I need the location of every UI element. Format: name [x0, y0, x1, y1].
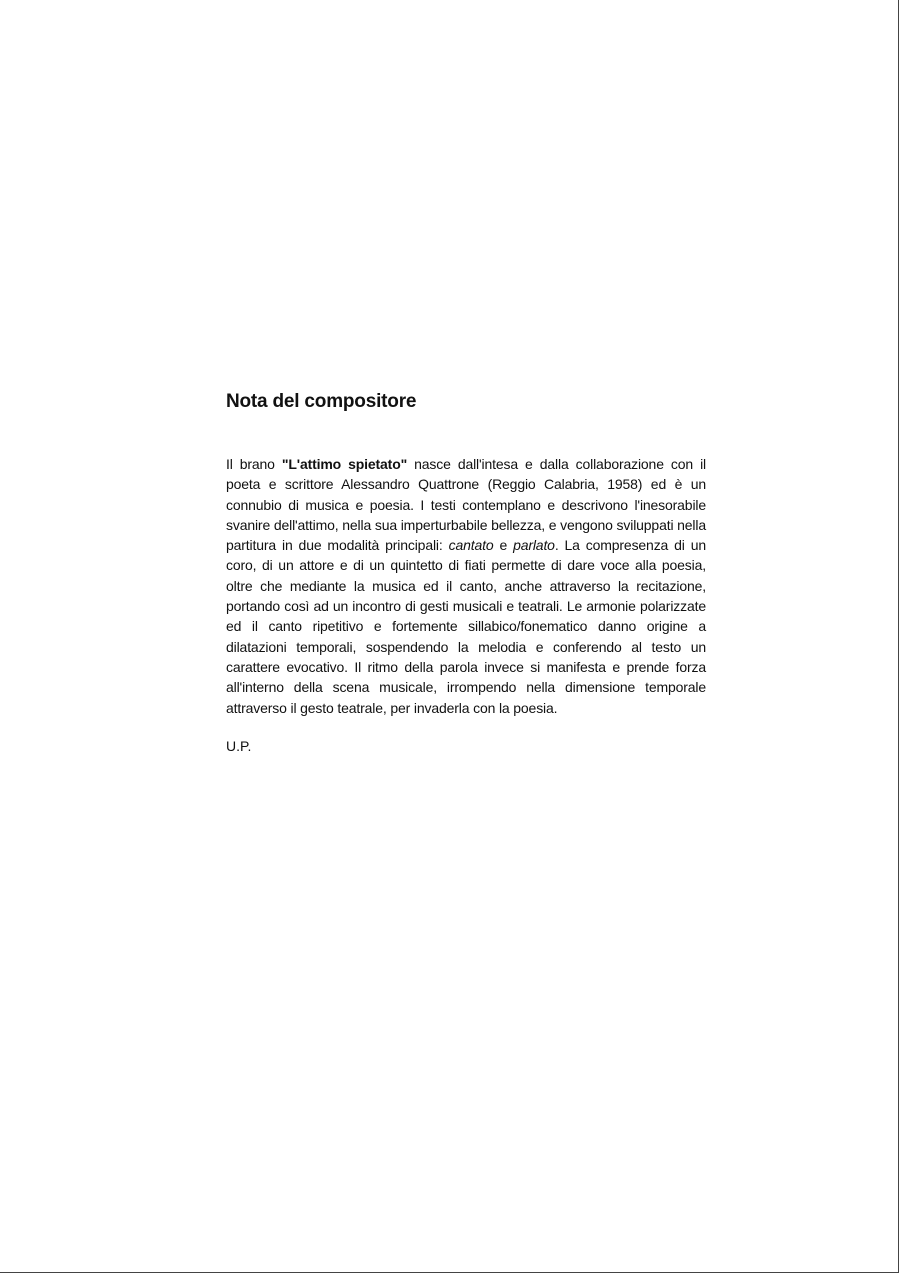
paragraph-part-2: . La compresenza di un coro, di un attore e di un quintetto di fiati permette di dare voce alla poesia, oltre che mediante la musica ed il canto, anche attraverso la recitazione, portando così ad un incontro di gesti musicali e teatrali. Le armonie polarizzate ed il canto ripetitivo e fortemente sillabico/fonematico danno origine a dilatazioni temporali, sospendendo la melodia e conferendo al testo un carattere evocativo. Il ritmo della parola invece si manifesta e prende forza all'interno della scena musicale, irrompendo nella dimensione temporale attraverso il gesto teatrale, per invaderla con la poesia.	[226, 537, 706, 716]
work-title: "L'attimo spietato"	[281, 456, 408, 472]
note-paragraph	[226, 454, 706, 718]
page-title: Nota del compositore	[226, 391, 417, 412]
paragraph-part-1: nasce dall'intesa e dalla collaborazione con il poeta e scrittore Alessandro Quattrone (Reggio Calabria, 1958) ed è un connubio di musica e poesia. I testi contemplano e descrivono l'inesorabile svanire dell'attimo, nella sua imperturbabile bellezza, e vengono sviluppati nella partitura in due modalità principali:	[226, 456, 706, 554]
author-signature: U.P.	[226, 737, 252, 754]
conjunction: e	[493, 537, 514, 554]
mode-cantato: cantato	[448, 537, 494, 554]
composer-note	[226, 388, 706, 756]
mode-parlato: parlato	[513, 537, 555, 554]
intro-text: Il brano	[226, 456, 282, 472]
